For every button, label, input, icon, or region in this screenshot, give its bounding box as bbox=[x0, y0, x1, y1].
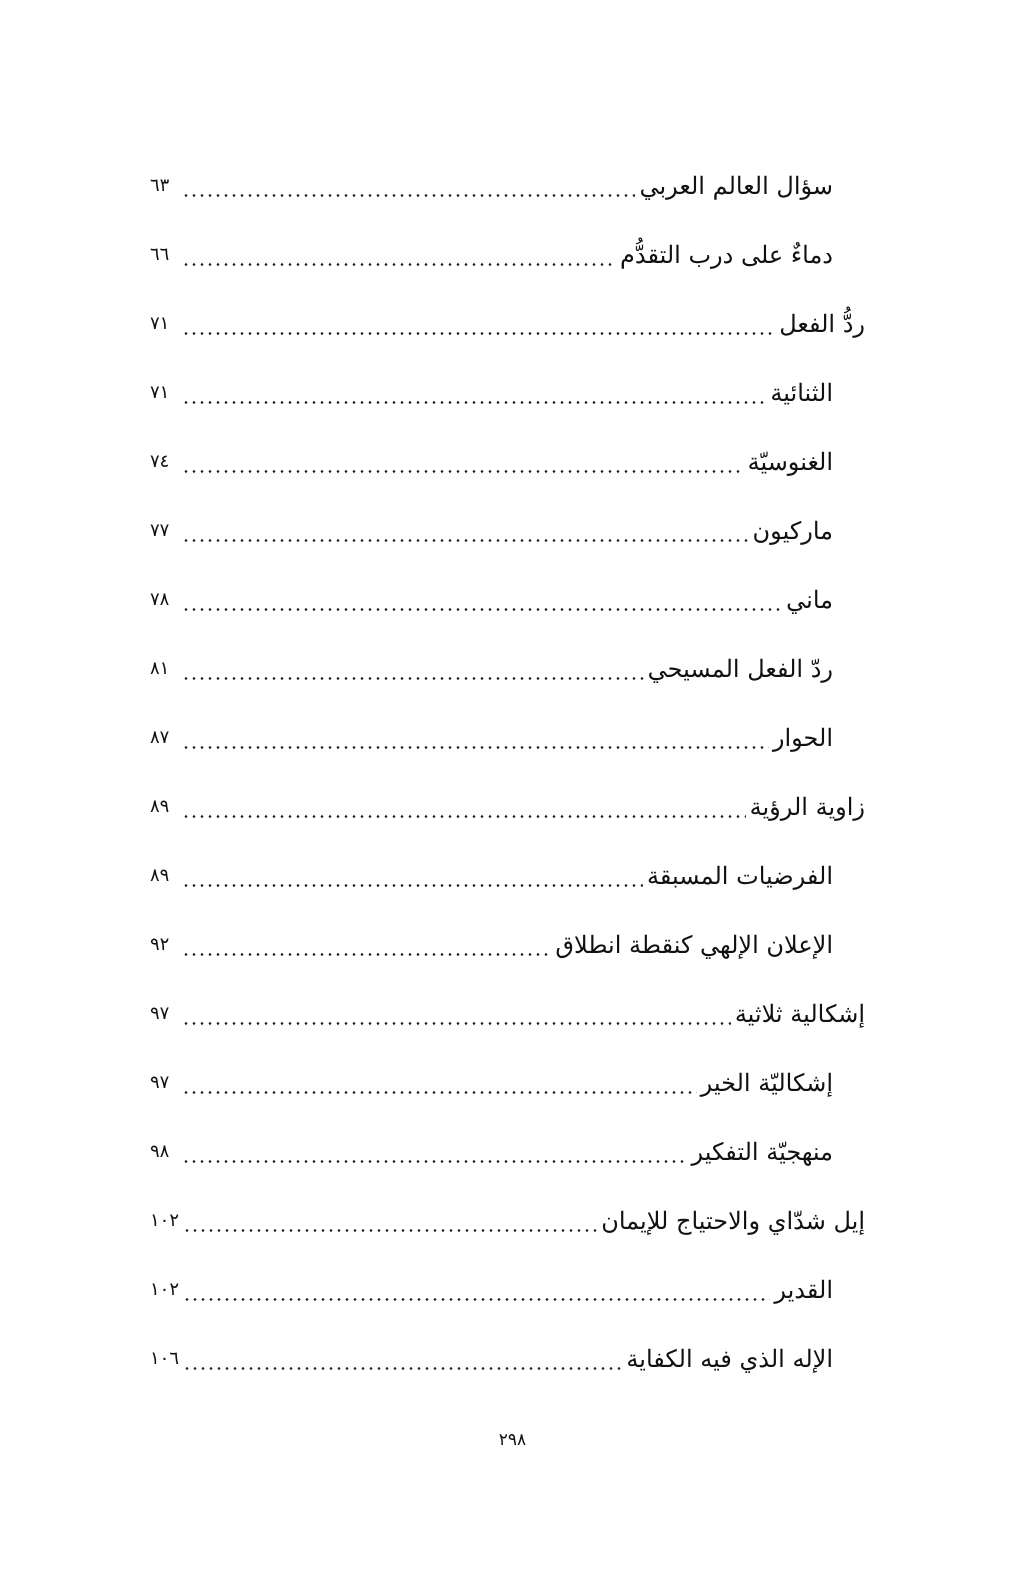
toc-entry-page: ٧٨ bbox=[150, 589, 170, 610]
toc-entry-title: الثنائية bbox=[770, 379, 833, 407]
dot-leader bbox=[183, 1272, 770, 1316]
toc-entry-title: سؤال العالم العربي bbox=[639, 172, 833, 200]
toc-entry-title: إشكالية ثلاثية bbox=[734, 1000, 865, 1028]
dot-leader bbox=[182, 789, 746, 833]
page-number: ٢٩٨ bbox=[498, 1430, 527, 1450]
dot-leader bbox=[182, 237, 616, 281]
toc-entry bbox=[150, 509, 865, 553]
toc-entry bbox=[150, 440, 865, 484]
toc-entry-page: ٩٢ bbox=[150, 934, 170, 955]
toc-entry bbox=[150, 1268, 865, 1312]
toc-entry-title: الحوار bbox=[772, 724, 833, 752]
toc-entry-page: ٨٩ bbox=[150, 865, 170, 886]
toc-entry-title: الإعلان الإلهي كنقطة انطلاق bbox=[555, 931, 833, 959]
dot-leader bbox=[182, 306, 775, 350]
toc-entry bbox=[150, 1130, 865, 1174]
dot-leader bbox=[182, 582, 782, 626]
dot-leader bbox=[182, 1065, 697, 1109]
toc-entry-title: الإله الذي فيه الكفاية bbox=[626, 1345, 833, 1373]
toc-entry bbox=[150, 578, 865, 622]
toc-entry bbox=[150, 371, 865, 415]
dot-leader bbox=[183, 1341, 622, 1385]
toc-entry-title: إشكاليّة الخير bbox=[700, 1069, 833, 1097]
toc-entry-page: ٧١ bbox=[150, 382, 170, 403]
toc-entry-page: ٩٧ bbox=[150, 1003, 170, 1024]
toc-entry-page: ٦٦ bbox=[150, 244, 170, 265]
toc-entry-page: ٩٨ bbox=[150, 1141, 170, 1162]
toc-entry-title: دماءٌ على درب التقدُّم bbox=[620, 241, 833, 269]
dot-leader bbox=[182, 720, 769, 764]
toc-entry bbox=[150, 647, 865, 691]
toc-entry bbox=[150, 233, 865, 277]
dot-leader bbox=[182, 996, 731, 1040]
dot-leader bbox=[182, 444, 744, 488]
toc-entry-page: ٩٧ bbox=[150, 1072, 170, 1093]
toc-entry-page: ٨٩ bbox=[150, 796, 170, 817]
dot-leader bbox=[182, 858, 643, 902]
toc-entry-title: زاوية الرؤية bbox=[749, 793, 865, 821]
toc-entry bbox=[150, 164, 865, 208]
dot-leader bbox=[182, 168, 635, 212]
toc-entry-page: ٦٣ bbox=[150, 175, 170, 196]
table-of-contents bbox=[150, 150, 865, 1390]
dot-leader bbox=[182, 927, 551, 971]
toc-entry-page: ١٠٢ bbox=[150, 1279, 180, 1300]
toc-entry bbox=[150, 1061, 865, 1105]
dot-leader bbox=[182, 1134, 688, 1178]
toc-entry-title: الغنوسيّة bbox=[747, 448, 833, 476]
toc-entry-page: ٧١ bbox=[150, 313, 170, 334]
toc-entry-title: ماني bbox=[786, 586, 833, 614]
toc-entry-title: إيل شدّاي والاحتياج للإيمان bbox=[601, 1207, 865, 1235]
toc-entry-title: ردُّ الفعل bbox=[779, 310, 865, 338]
toc-entry-title: ماركيون bbox=[752, 517, 833, 545]
toc-entry-page: ٨٧ bbox=[150, 727, 170, 748]
toc-entry-title: القدير bbox=[774, 1276, 833, 1304]
toc-entry bbox=[150, 992, 865, 1036]
toc-entry-page: ١٠٢ bbox=[150, 1210, 180, 1231]
toc-entry bbox=[150, 785, 865, 829]
toc-entry-page: ٧٧ bbox=[150, 520, 170, 541]
toc-entry bbox=[150, 1337, 865, 1381]
toc-entry-title: ردّ الفعل المسيحي bbox=[647, 655, 833, 683]
toc-entry bbox=[150, 302, 865, 346]
toc-entry-page: ٧٤ bbox=[150, 451, 170, 472]
dot-leader bbox=[182, 513, 749, 557]
dot-leader bbox=[182, 651, 644, 695]
dot-leader bbox=[182, 375, 766, 419]
toc-entry-title: الفرضيات المسبقة bbox=[646, 862, 833, 890]
toc-entry bbox=[150, 1199, 865, 1243]
toc-entry-title: منهجيّة التفكير bbox=[691, 1138, 833, 1166]
toc-entry bbox=[150, 923, 865, 967]
toc-entry bbox=[150, 854, 865, 898]
toc-entry-page: ٨١ bbox=[150, 658, 170, 679]
dot-leader bbox=[183, 1203, 597, 1247]
toc-entry bbox=[150, 716, 865, 760]
toc-entry-page: ١٠٦ bbox=[150, 1348, 180, 1369]
